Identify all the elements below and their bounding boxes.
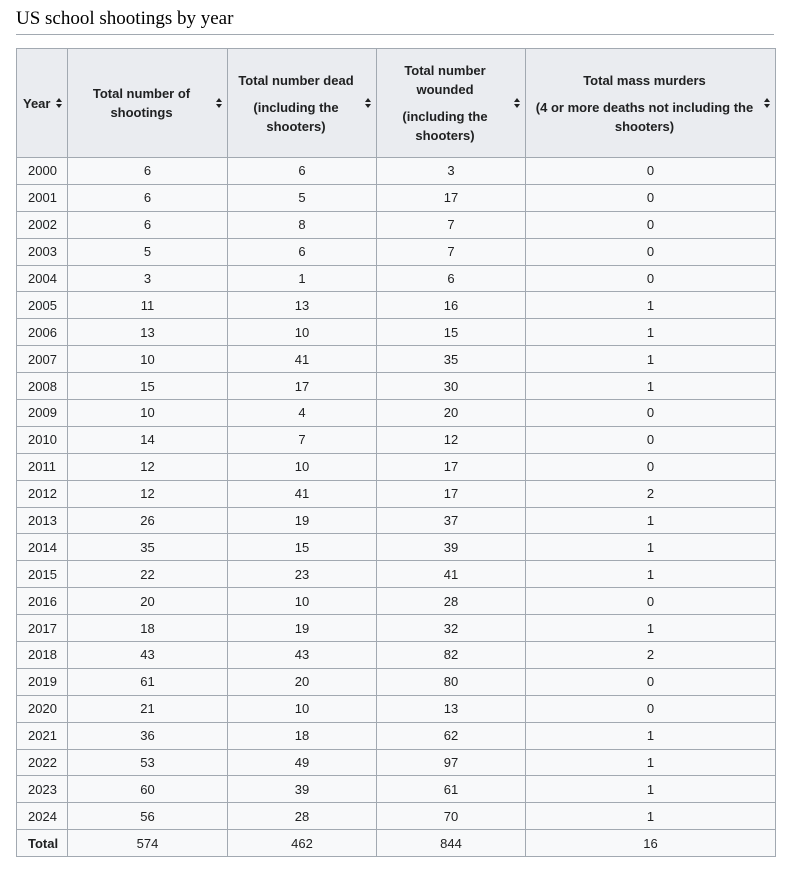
column-header-shootings[interactable] — [68, 49, 228, 158]
cell-mass-murders: 1 — [526, 534, 776, 561]
cell-wounded: 37 — [377, 507, 526, 534]
cell-wounded: 17 — [377, 184, 526, 211]
cell-wounded: 3 — [377, 158, 526, 185]
cell-wounded: 61 — [377, 776, 526, 803]
cell-shootings: 11 — [68, 292, 228, 319]
cell-mass-murders: 1 — [526, 803, 776, 830]
cell-year: 2015 — [17, 561, 68, 588]
cell-shootings: 43 — [68, 642, 228, 669]
cell-dead: 19 — [228, 615, 377, 642]
cell-shootings: 21 — [68, 695, 228, 722]
cell-year: 2004 — [17, 265, 68, 292]
table-row — [17, 722, 776, 749]
cell-shootings: 6 — [68, 158, 228, 185]
cell-dead: 6 — [228, 158, 377, 185]
cell-dead: 28 — [228, 803, 377, 830]
total-mass-murders: 16 — [526, 830, 776, 857]
table-row — [17, 184, 776, 211]
cell-wounded: 97 — [377, 749, 526, 776]
cell-wounded: 82 — [377, 642, 526, 669]
cell-mass-murders: 0 — [526, 400, 776, 427]
cell-wounded: 7 — [377, 238, 526, 265]
cell-mass-murders: 1 — [526, 346, 776, 373]
cell-mass-murders: 0 — [526, 426, 776, 453]
cell-dead: 10 — [228, 588, 377, 615]
sort-icon[interactable] — [365, 98, 371, 108]
cell-year: 2012 — [17, 480, 68, 507]
cell-shootings: 12 — [68, 453, 228, 480]
table-row — [17, 453, 776, 480]
table-row — [17, 373, 776, 400]
table-row — [17, 668, 776, 695]
cell-mass-murders: 0 — [526, 211, 776, 238]
table-row — [17, 507, 776, 534]
cell-year: 2022 — [17, 749, 68, 776]
cell-year: 2018 — [17, 642, 68, 669]
cell-wounded: 30 — [377, 373, 526, 400]
sort-icon[interactable] — [216, 98, 222, 108]
cell-year: 2011 — [17, 453, 68, 480]
cell-dead: 18 — [228, 722, 377, 749]
cell-wounded: 15 — [377, 319, 526, 346]
cell-shootings: 61 — [68, 668, 228, 695]
cell-mass-murders: 0 — [526, 265, 776, 292]
cell-dead: 5 — [228, 184, 377, 211]
column-header-wounded[interactable] — [377, 49, 526, 158]
cell-dead: 19 — [228, 507, 377, 534]
cell-wounded: 28 — [377, 588, 526, 615]
cell-shootings: 10 — [68, 346, 228, 373]
table-row — [17, 400, 776, 427]
cell-wounded: 39 — [377, 534, 526, 561]
cell-shootings: 12 — [68, 480, 228, 507]
cell-mass-murders: 1 — [526, 722, 776, 749]
cell-dead: 17 — [228, 373, 377, 400]
sort-icon[interactable] — [56, 98, 62, 108]
cell-wounded: 12 — [377, 426, 526, 453]
table-row — [17, 776, 776, 803]
cell-mass-murders: 0 — [526, 238, 776, 265]
cell-wounded: 17 — [377, 480, 526, 507]
cell-mass-murders: 2 — [526, 480, 776, 507]
cell-year: 2009 — [17, 400, 68, 427]
table-row — [17, 346, 776, 373]
cell-mass-murders: 2 — [526, 642, 776, 669]
cell-dead: 8 — [228, 211, 377, 238]
table-row — [17, 749, 776, 776]
cell-shootings: 18 — [68, 615, 228, 642]
table-row — [17, 803, 776, 830]
cell-dead: 41 — [228, 480, 377, 507]
cell-year: 2000 — [17, 158, 68, 185]
cell-year: 2020 — [17, 695, 68, 722]
table-row — [17, 534, 776, 561]
cell-dead: 23 — [228, 561, 377, 588]
cell-year: 2014 — [17, 534, 68, 561]
cell-dead: 7 — [228, 426, 377, 453]
cell-year: 2003 — [17, 238, 68, 265]
column-header-label: Total mass murders — [583, 72, 706, 88]
cell-dead: 39 — [228, 776, 377, 803]
cell-dead: 10 — [228, 453, 377, 480]
cell-mass-murders: 1 — [526, 373, 776, 400]
cell-wounded: 41 — [377, 561, 526, 588]
total-shootings: 574 — [68, 830, 228, 857]
cell-year: 2010 — [17, 426, 68, 453]
cell-mass-murders: 0 — [526, 668, 776, 695]
school-shootings-table — [16, 48, 776, 857]
cell-dead: 6 — [228, 238, 377, 265]
cell-mass-murders: 0 — [526, 158, 776, 185]
cell-dead: 20 — [228, 668, 377, 695]
total-dead: 462 — [228, 830, 377, 857]
cell-dead: 10 — [228, 319, 377, 346]
cell-dead: 15 — [228, 534, 377, 561]
cell-dead: 1 — [228, 265, 377, 292]
cell-shootings: 35 — [68, 534, 228, 561]
cell-mass-murders: 1 — [526, 615, 776, 642]
table-row — [17, 238, 776, 265]
cell-shootings: 6 — [68, 211, 228, 238]
cell-year: 2024 — [17, 803, 68, 830]
table-row — [17, 615, 776, 642]
cell-shootings: 15 — [68, 373, 228, 400]
cell-dead: 4 — [228, 400, 377, 427]
cell-shootings: 10 — [68, 400, 228, 427]
cell-dead: 49 — [228, 749, 377, 776]
cell-year: 2016 — [17, 588, 68, 615]
table-row — [17, 561, 776, 588]
cell-year: 2021 — [17, 722, 68, 749]
cell-wounded: 6 — [377, 265, 526, 292]
cell-year: 2023 — [17, 776, 68, 803]
cell-shootings: 22 — [68, 561, 228, 588]
total-row — [17, 830, 776, 857]
column-header-sublabel: (4 or more deaths not including the shooters) — [535, 99, 754, 134]
table-row — [17, 588, 776, 615]
cell-mass-murders: 0 — [526, 588, 776, 615]
column-header-sublabel: (including the shooters) — [253, 99, 339, 134]
cell-wounded: 32 — [377, 615, 526, 642]
cell-year: 2017 — [17, 615, 68, 642]
cell-shootings: 6 — [68, 184, 228, 211]
cell-mass-murders: 1 — [526, 507, 776, 534]
header-row — [17, 49, 776, 158]
cell-wounded: 13 — [377, 695, 526, 722]
cell-dead: 10 — [228, 695, 377, 722]
cell-year: 2001 — [17, 184, 68, 211]
table-row — [17, 211, 776, 238]
column-header-label: Total number of shootings — [92, 86, 191, 120]
cell-year: 2019 — [17, 668, 68, 695]
total-label: Total — [17, 830, 68, 857]
cell-wounded: 7 — [377, 211, 526, 238]
cell-wounded: 17 — [377, 453, 526, 480]
cell-mass-murders: 1 — [526, 776, 776, 803]
cell-year: 2002 — [17, 211, 68, 238]
cell-shootings: 3 — [68, 265, 228, 292]
column-header-mass-murders[interactable] — [526, 49, 776, 158]
cell-shootings: 13 — [68, 319, 228, 346]
cell-year: 2005 — [17, 292, 68, 319]
cell-mass-murders: 1 — [526, 749, 776, 776]
section-heading — [16, 6, 774, 35]
cell-shootings: 20 — [68, 588, 228, 615]
cell-year: 2007 — [17, 346, 68, 373]
column-header-sublabel: (including the shooters) — [402, 109, 488, 143]
cell-shootings: 14 — [68, 426, 228, 453]
page-title: US school shootings by year — [16, 8, 234, 29]
table-row — [17, 642, 776, 669]
column-header-year[interactable] — [17, 49, 68, 158]
cell-shootings: 5 — [68, 238, 228, 265]
cell-dead: 13 — [228, 292, 377, 319]
cell-year: 2013 — [17, 507, 68, 534]
table-row — [17, 695, 776, 722]
column-header-label: Total number dead — [238, 72, 354, 88]
table-row — [17, 319, 776, 346]
cell-wounded: 20 — [377, 400, 526, 427]
column-header-label: Year — [23, 95, 51, 111]
cell-wounded: 62 — [377, 722, 526, 749]
cell-wounded: 80 — [377, 668, 526, 695]
table-row — [17, 158, 776, 185]
cell-wounded: 16 — [377, 292, 526, 319]
cell-wounded: 35 — [377, 346, 526, 373]
cell-shootings: 36 — [68, 722, 228, 749]
table-row — [17, 292, 776, 319]
cell-mass-murders: 1 — [526, 561, 776, 588]
table-row — [17, 480, 776, 507]
cell-shootings: 56 — [68, 803, 228, 830]
table-row — [17, 426, 776, 453]
cell-mass-murders: 0 — [526, 453, 776, 480]
cell-year: 2008 — [17, 373, 68, 400]
table-row — [17, 265, 776, 292]
cell-shootings: 53 — [68, 749, 228, 776]
cell-dead: 41 — [228, 346, 377, 373]
cell-dead: 43 — [228, 642, 377, 669]
cell-mass-murders: 0 — [526, 695, 776, 722]
cell-mass-murders: 0 — [526, 184, 776, 211]
cell-shootings: 26 — [68, 507, 228, 534]
sort-icon[interactable] — [514, 98, 520, 108]
cell-wounded: 70 — [377, 803, 526, 830]
cell-mass-murders: 1 — [526, 319, 776, 346]
column-header-label: Total number wounded — [404, 63, 486, 97]
total-wounded: 844 — [377, 830, 526, 857]
cell-year: 2006 — [17, 319, 68, 346]
cell-mass-murders: 1 — [526, 292, 776, 319]
cell-shootings: 60 — [68, 776, 228, 803]
column-header-dead[interactable] — [228, 49, 377, 158]
sort-icon[interactable] — [764, 98, 770, 108]
